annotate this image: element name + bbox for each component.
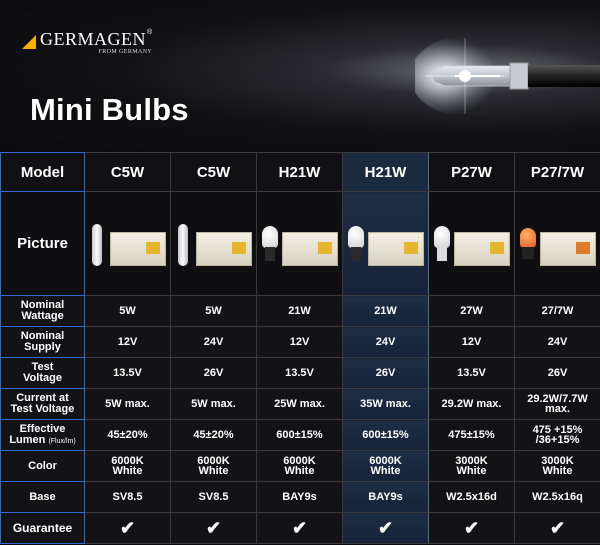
check-icon: ✔ <box>205 518 222 538</box>
row-label-guarantee: Guarantee <box>1 513 85 544</box>
cell-color: 6000K White <box>85 451 171 482</box>
cell-guarantee <box>429 513 515 544</box>
cell-picture <box>85 192 171 296</box>
cell-supply: 24V <box>515 327 600 358</box>
row-label-model: Model <box>1 153 85 192</box>
cell-lumen: 600±15% <box>257 420 343 451</box>
row-label-supply: Nominal Supply <box>1 327 85 358</box>
cell-current: 25W max. <box>257 389 343 420</box>
cell-test-voltage: 13.5V <box>257 358 343 389</box>
cell-picture <box>343 192 429 296</box>
row-base <box>1 482 600 513</box>
halogen-bulb-image <box>415 28 600 123</box>
row-label-wattage: Nominal Wattage <box>1 296 85 327</box>
row-guarantee <box>1 513 600 544</box>
cell-model: P27W <box>429 153 515 192</box>
brand-name: GERMAGEN <box>40 29 146 49</box>
page-title: Mini Bulbs <box>30 92 189 127</box>
cell-guarantee <box>171 513 257 544</box>
cell-color: 6000K White <box>171 451 257 482</box>
cell-base: SV8.5 <box>85 482 171 513</box>
cell-guarantee <box>85 513 171 544</box>
cell-current: 29.2W/7.7W max. <box>515 389 600 420</box>
cell-supply: 12V <box>257 327 343 358</box>
specs-table <box>0 152 600 544</box>
cell-supply: 12V <box>85 327 171 358</box>
brand-logo <box>22 30 152 55</box>
bulb-package-image <box>518 214 598 274</box>
row-label-test-voltage: Test Voltage <box>1 358 85 389</box>
cell-picture <box>515 192 600 296</box>
cell-lumen: 600±15% <box>343 420 429 451</box>
cell-test-voltage: 26V <box>515 358 600 389</box>
row-label-color: Color <box>1 451 85 482</box>
cell-test-voltage: 26V <box>171 358 257 389</box>
cell-test-voltage: 13.5V <box>429 358 515 389</box>
cell-wattage: 21W <box>257 296 343 327</box>
row-supply <box>1 327 600 358</box>
check-icon: ✔ <box>377 518 394 538</box>
row-label-lumen: Effective Lumen (Flux/lm) <box>1 420 85 451</box>
cell-base: SV8.5 <box>171 482 257 513</box>
cell-wattage: 27W <box>429 296 515 327</box>
row-wattage <box>1 296 600 327</box>
cell-base: W2.5x16q <box>515 482 600 513</box>
cell-model: C5W <box>85 153 171 192</box>
cell-base: BAY9s <box>257 482 343 513</box>
cell-color: 6000K White <box>257 451 343 482</box>
cell-supply: 24V <box>171 327 257 358</box>
bulb-package-image <box>432 214 512 274</box>
cell-guarantee <box>343 513 429 544</box>
row-label-picture: Picture <box>1 192 85 296</box>
cell-current: 35W max. <box>343 389 429 420</box>
cell-base: BAY9s <box>343 482 429 513</box>
bulb-package-image <box>174 214 254 274</box>
cell-lumen: 475±15% <box>429 420 515 451</box>
row-lumen <box>1 420 600 451</box>
registered-mark: ® <box>147 29 153 36</box>
row-label-current: Current at Test Voltage <box>1 389 85 420</box>
cell-color: 6000K White <box>343 451 429 482</box>
cell-test-voltage: 26V <box>343 358 429 389</box>
cell-current: 5W max. <box>171 389 257 420</box>
bulb-package-image <box>260 214 340 274</box>
cell-model: H21W <box>343 153 429 192</box>
row-picture <box>1 192 600 296</box>
cell-lumen: 45±20% <box>85 420 171 451</box>
cell-picture <box>429 192 515 296</box>
cell-wattage: 5W <box>171 296 257 327</box>
cell-wattage: 5W <box>85 296 171 327</box>
cell-supply: 24V <box>343 327 429 358</box>
cell-current: 5W max. <box>85 389 171 420</box>
check-icon: ✔ <box>463 518 480 538</box>
cell-guarantee <box>257 513 343 544</box>
row-test-voltage <box>1 358 600 389</box>
cell-model: P27/7W <box>515 153 600 192</box>
cell-wattage: 21W <box>343 296 429 327</box>
row-model <box>1 153 600 192</box>
cell-lumen: 475 +15% /36+15% <box>515 420 600 451</box>
check-icon: ✔ <box>119 518 136 538</box>
cell-model: H21W <box>257 153 343 192</box>
cell-lumen: 45±20% <box>171 420 257 451</box>
cell-wattage: 27/7W <box>515 296 600 327</box>
cell-guarantee <box>515 513 600 544</box>
row-label-base: Base <box>1 482 85 513</box>
cell-color: 3000K White <box>515 451 600 482</box>
check-icon: ✔ <box>549 518 566 538</box>
cell-color: 3000K White <box>429 451 515 482</box>
bulb-package-image <box>346 214 426 274</box>
cell-base: W2.5x16d <box>429 482 515 513</box>
flag-icon <box>22 35 36 49</box>
cell-test-voltage: 13.5V <box>85 358 171 389</box>
check-icon: ✔ <box>291 518 308 538</box>
row-current <box>1 389 600 420</box>
bulb-package-image <box>88 214 168 274</box>
cell-model: C5W <box>171 153 257 192</box>
hero-banner <box>0 0 600 152</box>
cell-supply: 12V <box>429 327 515 358</box>
cell-picture <box>171 192 257 296</box>
cell-current: 29.2W max. <box>429 389 515 420</box>
brand-subtitle: FROM GERMANY <box>98 49 153 55</box>
cell-picture <box>257 192 343 296</box>
row-color <box>1 451 600 482</box>
